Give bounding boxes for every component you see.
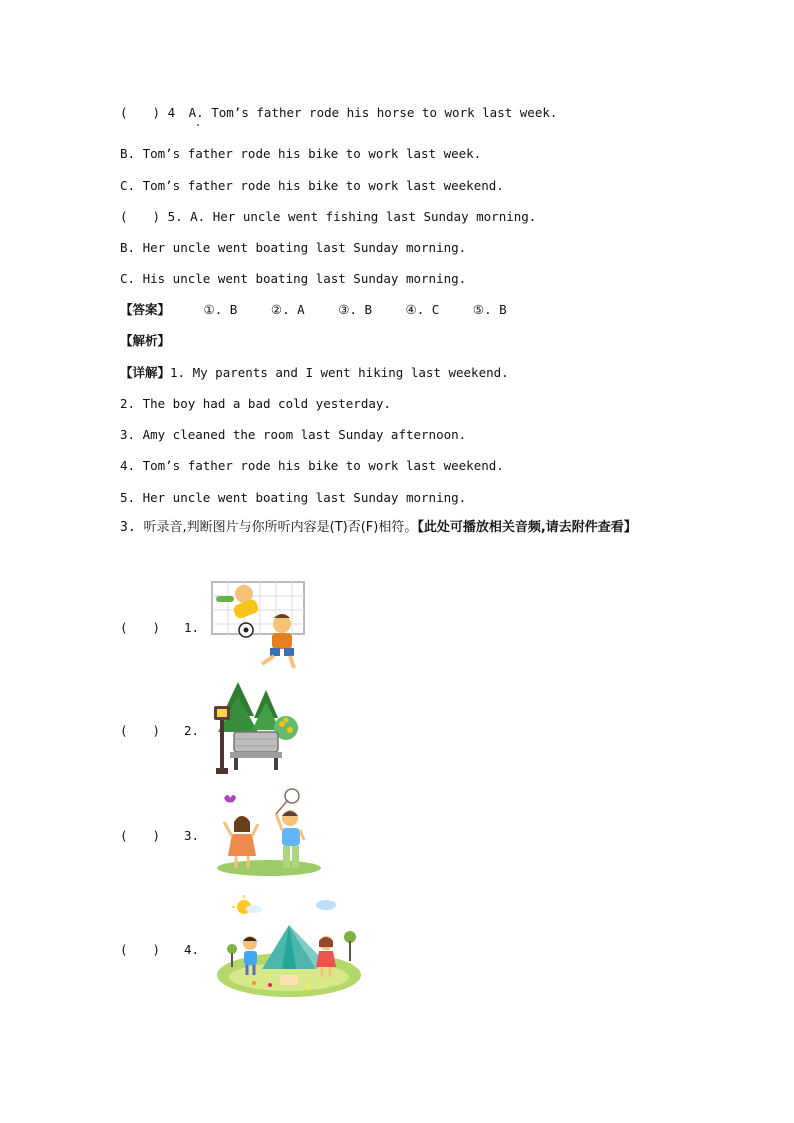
detail-line-3: 3. Amy cleaned the room last Sunday afternoon.: [120, 427, 467, 442]
answer-item: ①. B: [203, 302, 238, 317]
detail-line-4: 4. Tom’s father rode his bike to work last weekend.: [120, 458, 504, 473]
section3-note: 【此处可播放相关音频,请去附件查看】: [417, 520, 637, 535]
answer-blank[interactable]: ( ): [120, 620, 161, 635]
detail-line-1: [120, 365, 509, 381]
camping-tent-icon: [214, 893, 364, 1003]
answer-blank[interactable]: ( ): [120, 723, 161, 738]
q4-line-a: [120, 105, 557, 121]
answer-blank[interactable]: ( ): [120, 828, 161, 843]
q4-prefix: ( ) 4: [120, 105, 176, 120]
soccer-goal-icon: [208, 578, 308, 673]
answer-blank[interactable]: ( ): [120, 942, 161, 957]
park-bench-icon: [208, 682, 303, 777]
answer-item: ④. C: [405, 302, 440, 317]
q5-option-c: C. His uncle went boating last Sunday morning.: [120, 271, 467, 286]
answer-label: 【答案】: [120, 302, 171, 317]
item-number: 4.: [184, 942, 200, 957]
item-number: 1.: [184, 620, 200, 635]
answer-item: ②. A: [270, 302, 305, 317]
q4-option-c: C. Tom’s father rode his bike to work last weekend.: [120, 178, 504, 193]
q5-option-b: B. Her uncle went boating last Sunday morning.: [120, 240, 467, 255]
stray-dot: [197, 124, 199, 126]
detail-line-5: 5. Her uncle went boating last Sunday morning.: [120, 490, 467, 505]
picture-item-2: [120, 723, 199, 739]
picture-item-4: [120, 942, 199, 958]
butterfly-catching-icon: [214, 788, 324, 880]
q5-option-a: ( ) 5. A. Her uncle went fishing last Sunday morning.: [120, 209, 537, 224]
section3-prefix: 3.: [120, 520, 144, 535]
section3-title: 听录音,判断图片与你所听内容是(T)否(F)相符。: [143, 520, 418, 535]
analysis-label: 【解析】: [120, 333, 171, 348]
item-number: 2.: [184, 723, 200, 738]
detail-label: 【详解】: [120, 365, 171, 380]
picture-item-1: [120, 620, 199, 636]
picture-item-3: [120, 828, 199, 844]
q4-option-a: A. Tom’s father rode his horse to work last week.: [188, 105, 558, 120]
detail-text-1: 1. My parents and I went hiking last weekend.: [170, 365, 509, 380]
q4-option-b: B. Tom’s father rode his bike to work last week.: [120, 146, 482, 161]
section3-heading: [120, 520, 637, 536]
answer-item: ⑤. B: [472, 302, 507, 317]
answer-line: [120, 302, 507, 318]
item-number: 3.: [184, 828, 200, 843]
answer-item: ③. B: [338, 302, 372, 317]
detail-line-2: 2. The boy had a bad cold yesterday.: [120, 396, 391, 411]
